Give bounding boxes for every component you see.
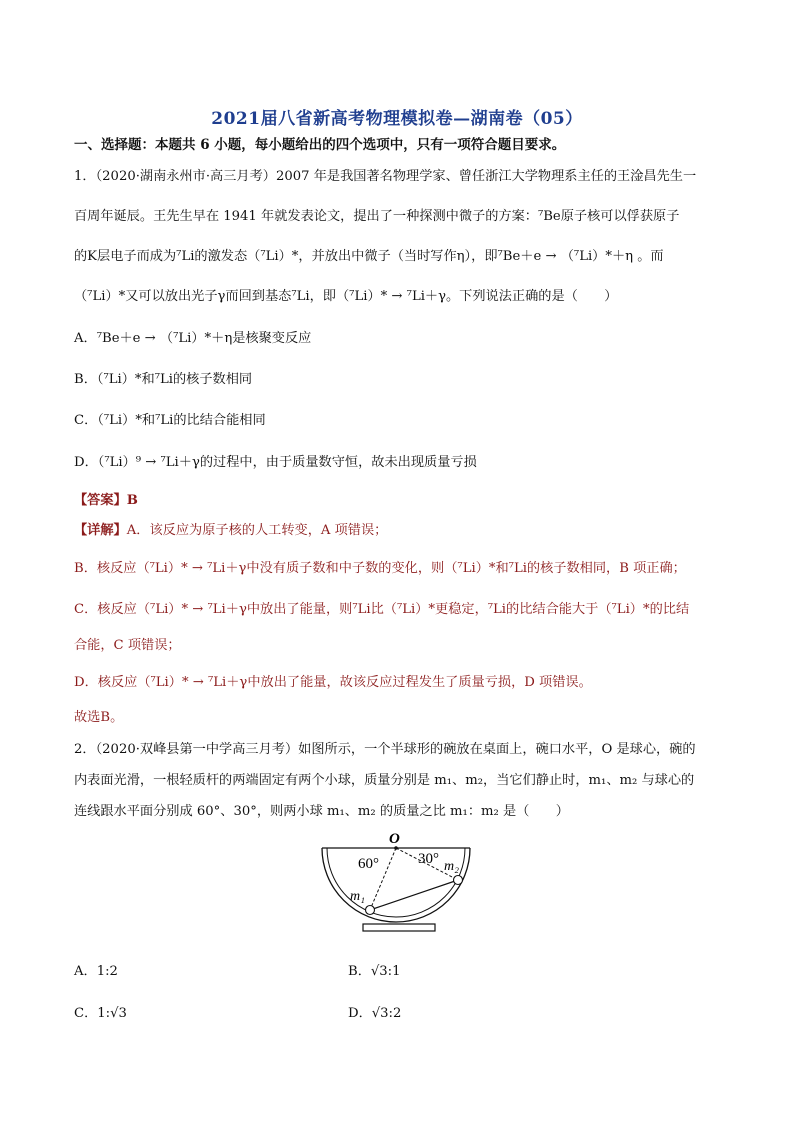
q1-detail-line: C．核反应（⁷Li）* → ⁷Li＋γ中放出了能量，则⁷Li比（⁷Li）*更稳定，⁷Li的比结合能大于（⁷Li）*的比结: [74, 602, 690, 617]
q2-option-d: D．√3:2: [348, 1006, 402, 1021]
label-angle-30: 30°: [418, 851, 439, 867]
q1-answer: [74, 489, 138, 508]
q2-stem-line: 连线跟水平面分别成 60°、30°，则两小球 m₁、m₂ 的质量之比 m₁：m₂ 是（ ）: [74, 804, 569, 819]
q1-detail-line: B．核反应（⁷Li）* → ⁷Li＋γ中没有质子数和中子数的变化，则（⁷Li）*和⁷Li的核子数相同，B 项正确；: [74, 561, 686, 576]
q1-stem-line: 1．（2020·湖南永州市·高三月考）2007 年是我国著名物理学家、曾任浙江大学物理系主任的王淦昌先生一: [74, 169, 697, 184]
q1-option-a: A．⁷Be＋e → （⁷Li）*＋η是核聚变反应: [74, 331, 312, 346]
label-angle-60: 60°: [358, 856, 379, 872]
q2-stem-line: 2．（2020·双峰县第一中学高三月考）如图所示，一个半球形的碗放在桌面上，碗口水平，O 是球心，碗的: [74, 742, 696, 757]
label-m2: m₂: [444, 859, 459, 874]
ball-m1: [366, 906, 375, 915]
q1-stem-line: 的K层电子而成为⁷Li的激发态（⁷Li）*，并放出中微子（当时写作η），即⁷Be＋e → （⁷Li）*＋η 。而: [74, 249, 664, 264]
q2-option-a: A．1:2: [74, 964, 118, 979]
q2-option-b: B．√3:1: [348, 964, 401, 979]
label-m1: m₁: [350, 889, 365, 904]
answer-value: B: [126, 493, 138, 508]
q1-detail-line: D．核反应（⁷Li）* → ⁷Li＋γ中放出了能量，故该反应过程发生了质量亏损，D 项错误。: [74, 675, 592, 690]
detail-text: A．该反应为原子核的人工转变，A 项错误；: [126, 523, 388, 538]
q1-detail-line: 合能，C 项错误；: [74, 638, 181, 653]
detail-label: 【详解】: [74, 523, 127, 538]
label-o: O: [389, 831, 400, 847]
ball-m2: [454, 876, 463, 885]
q1-option-b: B．（⁷Li）*和⁷Li的核子数相同: [74, 372, 253, 387]
q1-detail-line: [74, 519, 387, 538]
q1-conclusion: 故选B。: [74, 710, 124, 725]
q2-option-c: C．1:√3: [74, 1006, 127, 1021]
q1-stem-line: 百周年诞辰。王先生早在 1941 年就发表论文，提出了一种探测中微子的方案：⁷Be原子核可以俘获原子: [74, 209, 680, 224]
answer-label: 【答案】: [74, 493, 127, 508]
q2-stem-line: 内表面光滑，一根轻质杆的两端固定有两个小球，质量分别是 m₁、m₂，当它们静止时，m₁、m₂ 与球心的: [74, 773, 695, 788]
section-heading: 一、选择题：本题共 6 小题，每小题给出的四个选项中，只有一项符合题目要求。: [74, 137, 566, 153]
light-rod: [370, 880, 458, 910]
q1-option-c: C．（⁷Li）*和⁷Li的比结合能相同: [74, 413, 266, 428]
bowl-diagram: [318, 826, 474, 934]
page-title: 2021届八省新高考物理模拟卷—湖南卷（05）: [211, 109, 583, 129]
q1-stem-line: （⁷Li）*又可以放出光子γ而回到基态⁷Li，即（⁷Li）* → ⁷Li＋γ。下列说法正确的是（ ）: [74, 289, 618, 304]
q1-option-d: D．（⁷Li）⁹ → ⁷Li＋γ的过程中，由于质量数守恒，故未出现质量亏损: [74, 455, 477, 470]
table-base: [363, 924, 435, 931]
